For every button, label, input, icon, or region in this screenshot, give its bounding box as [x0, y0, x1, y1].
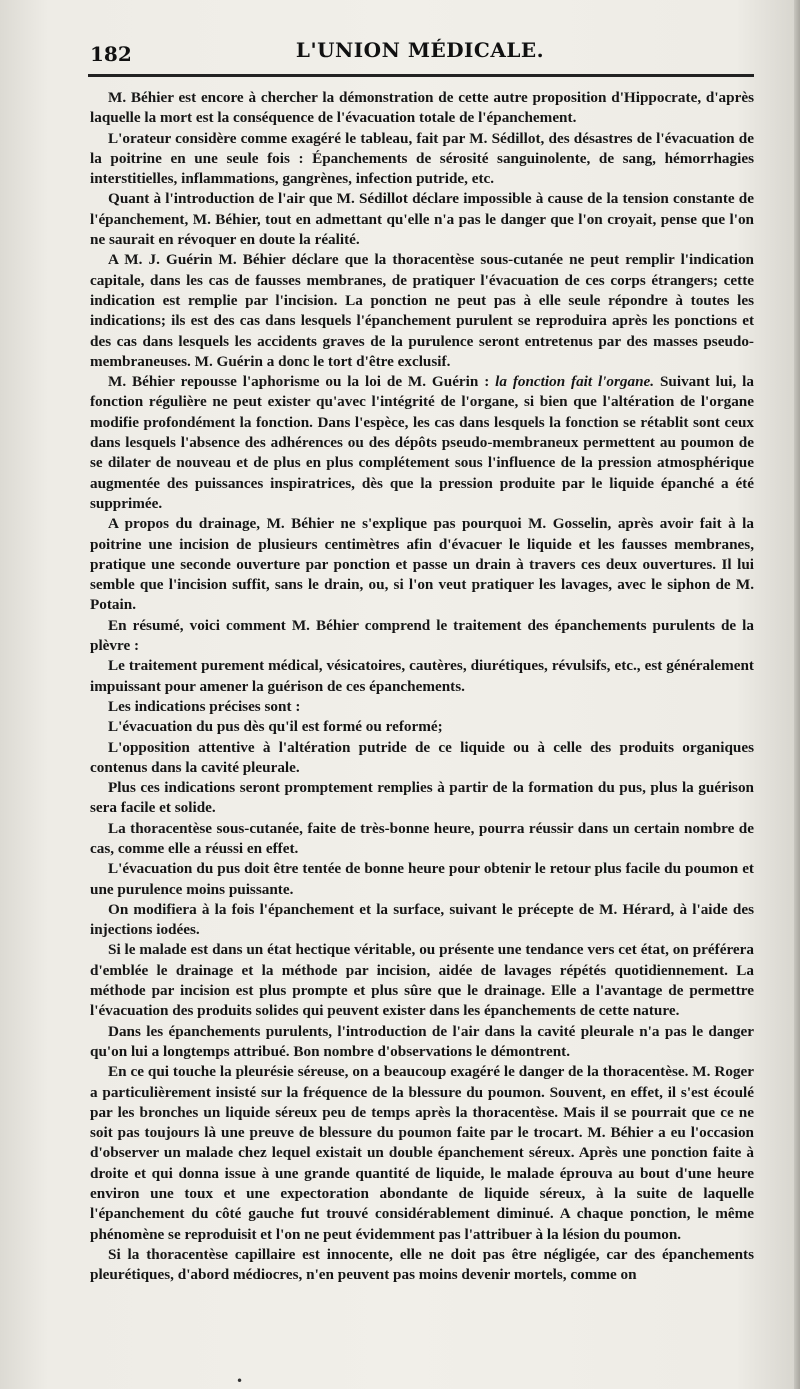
aphorism-intro: M. Béhier repousse l'aphorisme ou la loi de M. Guérin :: [108, 373, 496, 391]
paragraph: Dans les épanchements purulents, l'introduction de l'air dans la cavité pleurale n'a pas le danger qu'on lui a longtemps attribué. Bon nombre d'observations le démontrent.: [90, 1022, 754, 1060]
page-number: 182: [90, 42, 132, 66]
paragraph: L'évacuation du pus dès qu'il est formé ou reformé;: [108, 718, 443, 736]
paragraph: En ce qui touche la pleurésie séreuse, on a beaucoup exagéré le danger de la thoracentèse. M. Roger a particulièrement insisté sur la fréquence de la blessure du poumon. Souvent, en effet, il s'est écoulé par les bronches un liquide séreux peu de temps après la thoracentèse. Mais il se pourrait que ce ne soit pas toujours là une preuve de blessure du poumon faite par le trocart. M. Béhier a eu l'occasion d'observer un malade chez lequel existait un double épanchement séreux. Après une ponction faite à droite et qui donna issue à une grande quantité de liquide, le malade éprouva au bout d'une heure environ une toux et une expectoration abondante de liquide séreux, à la suite de laquelle l'épanchement du côté gauche fut trouvé considérablement diminué. A chaque ponction, le même phénomène se reproduisit et l'on ne peut évidemment pas l'attribuer à la lésion du poumon.: [90, 1063, 754, 1243]
aphorism-rest: Suivant lui, la fonction régulière ne peut exister qu'avec l'intégrité de l'organe, si bien que l'altération de l'organe modifie profondément la fonction. Dans l'espèce, les cas dans lesquels la fonction se rétablit sont ceux dans lesquels l'absence des adhérences ou des dépôts pseudo-membraneux permettent au poumon de se dilater de nouveau et de plus en plus complétement sous l'influence de la pression atmosphérique augmentée des puissances inspiratrices, dès que la pression produite par le liquide épanché a été supprimée.: [90, 373, 754, 512]
paragraph: L'orateur considère comme exagéré le tableau, fait par M. Sédillot, des désastres de l'évacuation de la poitrine en une seule fois : Épanchements de sérosité sanguinolente, de sang, hémorrhagies interstitielles, inflammations, gangrènes, infection putride, etc.: [90, 129, 754, 188]
paragraph: Plus ces indications seront promptement remplies à partir de la formation du pus, plus la guérison sera facile et solide.: [90, 779, 754, 817]
header-rule: [88, 74, 754, 77]
aphorism-quote: la fonction fait l'organe.: [495, 373, 655, 391]
paragraph: A M. J. Guérin M. Béhier déclare que la thoracentèse sous-cutanée ne peut remplir l'indication capitale, dans les cas de fausses membranes, de pratiquer l'évacuation de ces corps étrangers; cette indication est remplie par l'incision. La ponction ne peut pas à elle seule répondre à toutes les indications; ils est des cas dans lesquels l'épanchement purulent se reproduira après les ponctions et des cas dans lesquels les accidents graves de la purulence seront entretenus par des masses pseudo-membraneuses. M. Guérin a donc le tort d'être exclusif.: [90, 251, 754, 370]
paragraph: La thoracentèse sous-cutanée, faite de très-bonne heure, pourra réussir dans un certain nombre de cas, comme elle a réussi en effet.: [90, 819, 754, 857]
paragraph: Les indications précises sont :: [108, 697, 301, 715]
paragraph: Si le malade est dans un état hectique véritable, ou présente une tendance vers cet état, on préférera d'emblée le drainage et la méthode par incision, aidée de lavages répétés quotidiennement. La méthode par incision est plus prompte et plus sûre que le drainage. Elle a l'avantage de permettre l'évacuation des produits solides qui peuvent exister dans les épanchements de cette nature.: [90, 941, 754, 1020]
paragraph-aphorism: [90, 372, 754, 514]
paragraph: On modifiera à la fois l'épanchement et la surface, suivant le précepte de M. Hérard, à l'aide des injections iodées.: [90, 900, 754, 939]
paragraph: Si la thoracentèse capillaire est innocente, elle ne doit pas être négligée, car des épanchements pleurétiques, d'abord médiocres, n'en peuvent pas moins devenir mortels, comme on: [90, 1245, 754, 1284]
paragraph: Quant à l'introduction de l'air que M. Sédillot déclare impossible à cause de la tension constante de l'épanchement, M. Béhier, tout en admettant qu'elle n'a pas le danger que l'on croyait, pense que l'on ne saurait en révoquer en doute la réalité.: [90, 190, 754, 249]
paragraph: A propos du drainage, M. Béhier ne s'explique pas pourquoi M. Gosselin, après avoir fait à la poitrine une incision de plusieurs centimètres afin d'évacuer le liquide et les fausses membranes, pratique une seconde ouverture par ponction et passe un drain à travers ces deux ouvertures. Il lui semble que l'incision suffit, sans le drain, ou, si l'on veut pratiquer les lavages, avec le siphon de M. Potain.: [90, 515, 754, 614]
page-edge-shadow: [794, 0, 800, 1389]
paragraph: Le traitement purement médical, vésicatoires, cautères, diurétiques, révulsifs, etc., est généralement impuissant pour amener la guérison de ces épanchements.: [90, 657, 754, 695]
paragraph: L'opposition attentive à l'altération putride de ce liquide ou à celle des produits organiques contenus dans la cavité pleurale.: [90, 738, 754, 776]
paragraph: L'évacuation du pus doit être tentée de bonne heure pour obtenir le retour plus facile du poumon et une purulence moins puissante.: [90, 860, 754, 898]
paragraph: M. Béhier est encore à chercher la démonstration de cette autre proposition d'Hippocrate, d'après laquelle la mort est la conséquence de l'évacuation totale de l'épanchement.: [90, 89, 754, 127]
print-speck: •: [236, 1374, 244, 1388]
running-title: L'UNION MÉDICALE.: [295, 38, 545, 62]
article-body: [90, 88, 754, 1286]
page-header: [90, 34, 750, 72]
paragraph: En résumé, voici comment M. Béhier comprend le traitement des épanchements purulents de la plèvre :: [90, 616, 754, 655]
